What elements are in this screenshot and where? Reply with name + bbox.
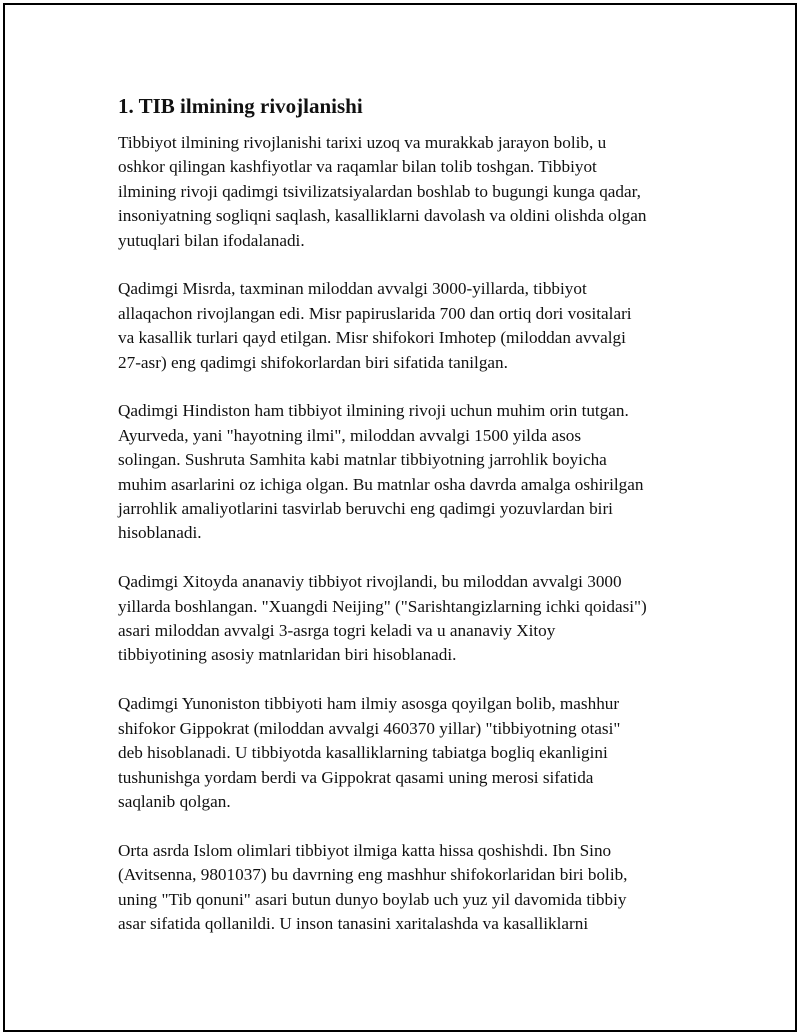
paragraph-islamic-scholars: Orta asrda Islom olimlari tibbiyot ilmiga katta hissa qoshishdi. Ibn Sino (Avitsenna, 9801037) bu davrning eng mashhur shifokorlaridan biri bolib, uning "Tib qonuni" asari butun dunyo boylab uch yuz yil davomida tibbiy asar sifatida qollanildi. U inson tanasini xaritalashda va kasalliklarni xyxy=(118,840,628,933)
paragraph-intro: Tibbiyot ilmining rivojlanishi tarixi uzoq va murakkab jarayon bolib, u oshkor qilingan kashfiyotlar va raqamlar bilan tolib toshgan. Tibbiyot ilmining rivoji qadimgi tsivilizatsiyalardan boshlab to bugungi kunga qadar, insoniyatning sogliqni saqlash, kasalliklarni davolash va oldini olishda olgan yutuqlari bilan ifodalanadi. xyxy=(118,133,647,250)
document-body xyxy=(118,92,698,961)
paragraph-china: Qadimgi Xitoyda ananaviy tibbiyot rivojlandi, bu miloddan avvalgi 3000 yillarda boshlangan. "Xuangdi Neijing" ("Sarishtangizlarning ichki qoidasi") asari miloddan avvalgi 3-asrga togri keladi va u ananaviy Xitoy tibbiyotining asosiy matnlaridan biri hisoblanadi. xyxy=(118,572,647,665)
section-heading: 1. TIB ilmining rivojlanishi xyxy=(118,94,363,118)
paragraph-india: Qadimgi Hindiston ham tibbiyot ilmining rivoji uchun muhim orin tutgan. Ayurveda, yani "hayotning ilmi", miloddan avvalgi 1500 yilda asos solingan. Sushruta Samhita kabi matnlar tibbiyotning jarrohlik boyicha muhim asarlarini oz ichiga olgan. Bu matnlar osha davrda amalga oshirilgan jarrohlik amaliyotlarini tasvirlab beruvchi eng qadimgi yozuvlardan biri hisoblanadi. xyxy=(118,401,644,543)
paragraph-greece: Qadimgi Yunoniston tibbiyoti ham ilmiy asosga qoyilgan bolib, mashhur shifokor Gippokrat (miloddan avvalgi 460370 yillar) "tibbiyotning otasi" deb hisoblanadi. U tibbiyotda kasalliklarning tabiatga bogliq ekanligini tushunishga yordam berdi va Gippokrat qasami uning merosi sifatida saqlanib qolgan. xyxy=(118,694,621,811)
paragraph-egypt: Qadimgi Misrda, taxminan miloddan avvalgi 3000-yillarda, tibbiyot allaqachon rivojlangan edi. Misr papiruslarida 700 dan ortiq dori vositalari va kasallik turlari qayd etilgan. Misr shifokori Imhotep (miloddan avvalgi 27-asr) eng qadimgi shifokorlardan biri sifatida tanilgan. xyxy=(118,279,632,372)
